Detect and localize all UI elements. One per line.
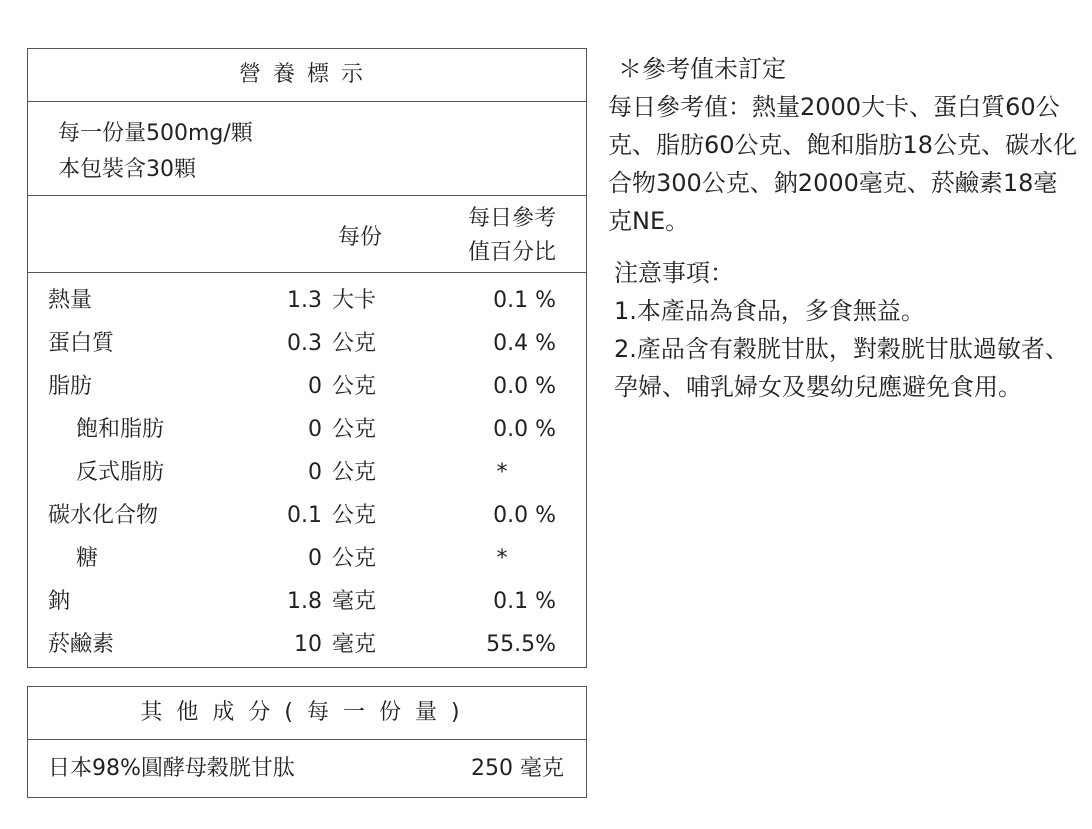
caution-title: 注意事項： [614, 259, 734, 287]
nutrient-name: 脂肪 [48, 374, 93, 399]
nutrient-row [28, 580, 586, 623]
caution-item: 1.本產品為食品，多食無益。 [614, 297, 925, 325]
notes-panel [608, 50, 1078, 406]
nutrient-rows [28, 273, 586, 666]
nutrient-name: 蛋白質 [48, 331, 115, 356]
ingredient-row [28, 740, 586, 798]
other-ingredients-table [27, 686, 587, 798]
nutrient-amount: 10 [294, 632, 322, 657]
nutrient-name: 糖 [76, 546, 99, 571]
nutrient-daily-pct: 55.5% [486, 632, 556, 657]
nutrient-row [28, 279, 586, 322]
nutrient-name: 反式脂肪 [76, 460, 165, 485]
nutrient-daily-pct: 0.0 % [493, 417, 556, 442]
ingredient-name: 日本98%圓酵母穀胱甘肽 [48, 756, 295, 781]
nutrient-name: 碳水化合物 [48, 503, 159, 528]
nutrient-amount: 1.8 [287, 589, 322, 614]
per-serving-header: 每份 [337, 225, 382, 250]
nutrition-facts-table [27, 48, 587, 668]
nutrient-daily-pct: * [496, 460, 508, 485]
nutrient-unit: 公克 [332, 417, 377, 442]
nutrient-amount: 0 [308, 417, 322, 442]
nutrient-row [28, 408, 586, 451]
nutrient-name: 鈉 [48, 589, 71, 614]
nutrient-unit: 毫克 [332, 589, 377, 614]
nutrient-amount: 0.1 [287, 503, 322, 528]
caution-item: 2.產品含有穀胱甘肽，對穀胱甘肽過敏者、孕婦、哺乳婦女及嬰幼兒應避免食用。 [614, 335, 1069, 401]
daily-value-header [468, 202, 556, 270]
nutrient-unit: 公克 [332, 331, 377, 356]
nutrient-amount: 1.3 [287, 288, 322, 313]
other-ingredients-title: 其他成分(每一份量) [28, 687, 586, 740]
daily-value-header-line2: 值百分比 [467, 240, 556, 265]
nutrient-daily-pct: 0.1 % [493, 589, 556, 614]
daily-reference-text: 每日參考值：熱量2000大卡、蛋白質60公克、脂肪60公克、飽和脂肪18公克、碳水化合物300公克、鈉2000毫克、菸鹼素18毫克NE。 [608, 93, 1078, 235]
nutrient-row [28, 623, 586, 666]
nutrient-unit: 公克 [332, 503, 377, 528]
nutrient-daily-pct: 0.1 % [493, 288, 556, 313]
serving-info [28, 102, 586, 196]
nutrient-row [28, 365, 586, 408]
nutrient-unit: 公克 [332, 460, 377, 485]
nutrient-amount: 0 [308, 460, 322, 485]
servings-per-package: 本包裝含30顆 [58, 157, 196, 182]
reference-not-set-note: ＊參考值未訂定 [618, 55, 786, 83]
nutrient-daily-pct: 0.0 % [493, 374, 556, 399]
nutrient-daily-pct: * [496, 546, 508, 571]
daily-value-header-line1: 每日參考 [467, 206, 556, 231]
nutrient-daily-pct: 0.0 % [493, 503, 556, 528]
nutrient-row [28, 537, 586, 580]
nutrient-daily-pct: 0.4 % [493, 331, 556, 356]
nutrient-unit: 公克 [332, 546, 377, 571]
nutrient-row [28, 494, 586, 537]
nutrient-unit: 大卡 [332, 288, 377, 313]
column-header [28, 196, 586, 273]
nutrient-amount: 0.3 [287, 331, 322, 356]
serving-size: 每一份量500mg/顆 [58, 121, 253, 146]
ingredient-amount: 250 毫克 [471, 756, 564, 781]
nutrient-name: 飽和脂肪 [76, 417, 165, 442]
nutrient-name: 菸鹼素 [48, 632, 115, 657]
nutrition-title: 營養標示 [28, 49, 586, 102]
nutrient-amount: 0 [308, 374, 322, 399]
nutrient-row [28, 322, 586, 365]
nutrient-name: 熱量 [48, 288, 93, 313]
nutrient-unit: 公克 [332, 374, 377, 399]
nutrient-amount: 0 [308, 546, 322, 571]
nutrient-row [28, 451, 586, 494]
nutrient-unit: 毫克 [332, 632, 377, 657]
